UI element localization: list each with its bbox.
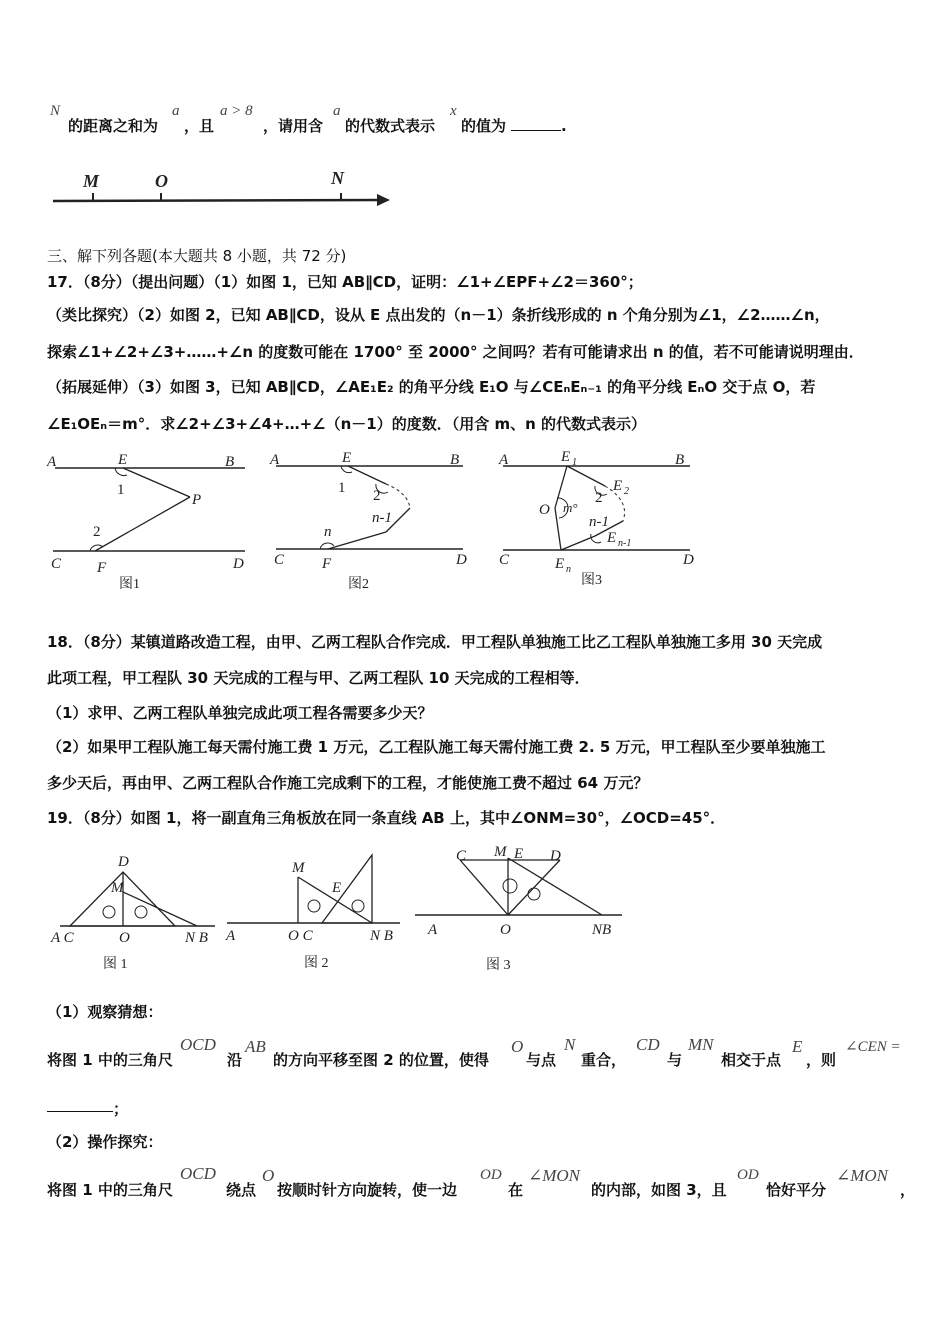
part2-text-1: 将图 1 中的三角尺 [47, 1181, 173, 1199]
q18-line-5: 多少天后，再由甲、乙两工程队合作施工完成剩下的工程，才能使施工费不超过 64 万元？ [47, 774, 649, 792]
fig17-f3-e2s: 2 [624, 486, 629, 497]
q19-figure-3 [410, 838, 625, 973]
fig17-f3-two: 2 [595, 490, 603, 506]
q17-figure-3 [495, 446, 705, 596]
intro-end: . [561, 117, 567, 135]
fig17-f3-b: B [675, 452, 685, 468]
intro-text-2: ，且 [184, 117, 215, 135]
fig17-f2-b: B [450, 452, 460, 468]
q17-fig1-caption: 图1 [119, 577, 140, 592]
part2-t6: 恰好平分 [766, 1181, 827, 1199]
fig19-f3-e: E [514, 846, 524, 862]
part1-t3: 的方向平移至图 2 的位置，使得 [273, 1051, 489, 1069]
part1-t5: 重合， [581, 1051, 627, 1069]
part2-od1: OD [480, 1167, 502, 1183]
answer-blank-cen [47, 1097, 113, 1112]
q17-line-2: （类比探究）（2）如图 2，已知 AB∥CD，设从 E 点出发的（n－1）条折线形成的 n 个角分别为∠1，∠2……∠n， [47, 306, 830, 324]
condition-a-gt-8: a > 8 [220, 103, 253, 119]
q17-figure-1 [45, 450, 255, 600]
fig17-f1-two: 2 [93, 524, 101, 540]
q19-line-1: 19．（8分）如图 1，将一副直角三角板放在同一条直线 AB 上，其中∠ONM=30°，∠OCD=45°． [47, 809, 726, 827]
intro-text-5: 的值为 [461, 117, 507, 135]
q17-fig2-caption: 图2 [348, 577, 369, 592]
part1-cd: CD [636, 1035, 660, 1054]
part2-t5: 的内部，如图 3，且 [591, 1181, 727, 1199]
fig19-f3-o: O [500, 922, 511, 938]
label-n: N [331, 168, 344, 188]
fig19-f3-m: M [494, 844, 507, 860]
fig19-f1-ac: A C [51, 930, 74, 946]
fig19-f2-a: A [226, 928, 236, 944]
fig17-f2-c: C [274, 552, 285, 568]
part1-t8: ，则 [806, 1051, 837, 1069]
intro-text-3: ，请用含 [263, 117, 324, 135]
fig17-f3-en1: E [607, 530, 617, 546]
q18-line-3: （1）求甲、乙两工程队单独完成此项工程各需要多少天？ [47, 704, 433, 722]
part1-n: N [564, 1035, 576, 1054]
part2-mon1: ∠MON [528, 1166, 581, 1185]
fig17-f3-e1s: 1 [572, 457, 577, 468]
part2-t4: 在 [508, 1181, 524, 1199]
fig17-f1-a: A [47, 454, 57, 470]
q18-line-2: 此项工程，甲工程队 30 天完成的工程与甲、乙两工程队 10 天完成的工程相等． [47, 669, 590, 687]
fig17-f2-one: 1 [338, 480, 346, 496]
fig17-f2-f: F [322, 556, 332, 572]
number-line-arrow [377, 194, 390, 206]
part1-title: （1）观察猜想： [47, 1003, 163, 1021]
intro-text-1: 的距离之和为 [68, 117, 159, 135]
fig19-f2-nb: N B [370, 928, 393, 944]
fig19-f1-m: M [111, 880, 124, 896]
part1-text-1: 将图 1 中的三角尺 [47, 1051, 173, 1069]
fig17-f2-n: n [324, 524, 332, 540]
answer-blank-intro [511, 116, 561, 131]
q17-line-5: ∠E₁OEₙ＝m°．求∠2+∠3+∠4+…+∠（n－1）的度数．（用含 m、n 的代数式表示） [47, 415, 646, 433]
fig19-f2-m: M [292, 860, 305, 876]
fig19-f1-nb: N B [185, 930, 208, 946]
fig17-f1-one: 1 [117, 482, 125, 498]
part1-ocd: OCD [180, 1035, 216, 1054]
number-line-figure [45, 165, 400, 215]
fig19-f3-c: C [456, 848, 467, 864]
fig19-f3-a: A [428, 922, 438, 938]
intro-text-4: 的代数式表示 [345, 117, 436, 135]
part2-ocd: OCD [180, 1164, 216, 1183]
fig17-f1-d: D [233, 556, 244, 572]
q17-line-3: 探索∠1+∠2+∠3+……+∠n 的度数可能在 1700° 至 2000° 之间吗？若有可能请求出 n 的值，若不可能请说明理由． [47, 343, 864, 361]
q17-figure-2 [268, 448, 473, 598]
fig19-f3-d: D [550, 848, 561, 864]
fig17-f2-two: 2 [373, 488, 381, 504]
var-x: x [450, 103, 457, 119]
part1-t2: 沿 [227, 1051, 243, 1069]
fig17-f1-c: C [51, 556, 62, 572]
fig17-f1-b: B [225, 454, 235, 470]
fig17-f2-a: A [270, 452, 280, 468]
q18-line-1: 18．（8分）某镇道路改造工程，由甲、乙两工程队合作完成．甲工程队单独施工比乙工程队单独施工多用 30 天完成 [47, 633, 823, 651]
part2-t7: ， [900, 1181, 916, 1199]
q19-figure-2 [222, 850, 407, 975]
var-a-1: a [172, 103, 180, 119]
fig17-f3-ens: n [566, 564, 571, 575]
point-n-label: N [50, 103, 61, 119]
part1-t7: 相交于点 [721, 1051, 782, 1069]
fig17-f1-f: F [97, 560, 107, 576]
var-a-2: a [333, 103, 341, 119]
part1-t6: 与 [667, 1051, 683, 1069]
part2-t3: 按顺时针方向旋转，使一边 [277, 1181, 458, 1199]
q17-line-1: 17．（8分）（提出问题）（1）如图 1，已知 AB∥CD，证明：∠1+∠EPF+∠2＝360°； [47, 273, 643, 291]
number-line [53, 200, 380, 201]
fig17-f3-m: m° [563, 500, 578, 515]
section-title: 三、解下列各题(本大题共 8 小题，共 72 分) [47, 247, 347, 265]
label-m: M [83, 171, 100, 191]
fig17-f1-p: P [192, 492, 202, 508]
part1-mn: MN [688, 1035, 714, 1054]
fig17-f3-en: E [555, 556, 565, 572]
part2-mon2: ∠MON [836, 1166, 889, 1185]
fig17-f3-en1s: n-1 [618, 538, 632, 549]
label-o: O [155, 171, 168, 191]
fig17-f2-e: E [342, 450, 352, 466]
fig19-f2-e: E [332, 880, 342, 896]
q19-fig2-caption: 图 2 [304, 956, 329, 971]
fig17-f3-a: A [499, 452, 509, 468]
q19-figure-1 [45, 852, 225, 977]
fig17-f3-o: O [539, 502, 550, 518]
part1-e: E [792, 1037, 803, 1056]
fig17-f1-e: E [118, 452, 128, 468]
fig17-f2-nm1: n-1 [372, 510, 392, 526]
angle-cen: ∠CEN = [845, 1039, 901, 1055]
fig17-f3-d: D [683, 552, 694, 568]
part2-t2: 绕点 [226, 1181, 257, 1199]
part2-title: （2）操作探究： [47, 1133, 163, 1151]
fig17-f3-nm1: n-1 [589, 514, 609, 530]
q19-fig1-caption: 图 1 [103, 957, 128, 972]
fig17-f3-e1: E [561, 449, 571, 465]
q17-line-4: （拓展延伸）（3）如图 3，已知 AB∥CD，∠AE₁E₂ 的角平分线 E₁O 与∠CEₙEₙ₋₁ 的角平分线 EₙO 交于点 O，若 [47, 378, 816, 396]
fig19-f2-oc: O C [288, 928, 313, 944]
q18-line-4: （2）如果甲工程队施工每天需付施工费 1 万元，乙工程队施工每天需付施工费 2. 5 万元，甲工程队至少要单独施工 [47, 738, 826, 756]
fig17-f3-e2: E [613, 478, 623, 494]
part1-semi: ； [113, 1100, 129, 1118]
fig17-f3-c: C [499, 552, 510, 568]
fig19-f1-o: O [119, 930, 130, 946]
part2-od2: OD [737, 1167, 759, 1183]
part1-ab: AB [245, 1037, 266, 1056]
part2-o: O [262, 1166, 275, 1185]
part1-t4: 与点 [526, 1051, 557, 1069]
q17-fig3-caption: 图3 [581, 573, 602, 588]
fig19-f3-nb: NB [592, 922, 612, 938]
part1-o: O [511, 1037, 524, 1056]
q19-fig3-caption: 图 3 [486, 958, 511, 973]
fig17-f2-d: D [456, 552, 467, 568]
fig19-f1-d: D [118, 854, 129, 870]
